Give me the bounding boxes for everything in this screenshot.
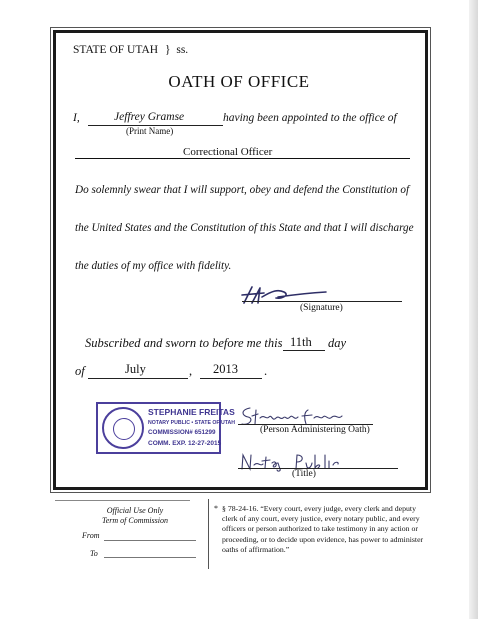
year-value: 2013 xyxy=(213,362,238,376)
day-word: day xyxy=(328,336,347,350)
to-field xyxy=(104,557,196,558)
statute-text: § 78-24-16. “Every court, every judge, every clerk and deputy clerk of any court, every justice, every notary public, and every officers or person authorized to take testimony in any action or proceeding, or to decide upon evidence, has power to administer oaths of affirmation.” xyxy=(222,504,424,554)
statute-marker: * xyxy=(214,504,218,513)
state-header xyxy=(73,44,188,56)
oath-line-2: the United States and the Constitution of this State and that I will discharge xyxy=(75,222,414,234)
state-label: STATE OF UTAH xyxy=(73,44,159,56)
from-label: From xyxy=(82,531,100,540)
period: . xyxy=(264,364,268,378)
office-value: Correctional Officer xyxy=(183,146,273,158)
signature-caption: (Signature) xyxy=(300,303,343,313)
of-label: of xyxy=(75,364,85,378)
ss-label: ss. xyxy=(176,44,189,56)
i-prefix: I, xyxy=(73,112,80,124)
year-line xyxy=(200,378,262,379)
notary-stamp xyxy=(96,402,236,454)
scan-edge xyxy=(469,0,478,619)
month-value: July xyxy=(125,362,146,376)
signature-line xyxy=(242,301,402,302)
official-heading-1: Official Use Only xyxy=(106,506,164,515)
title-caption: (Title) xyxy=(292,469,316,479)
print-name-value: Jeffrey Gramse xyxy=(114,111,185,123)
section-divider xyxy=(208,499,209,569)
comma: , xyxy=(189,364,193,378)
form-title: OATH OF OFFICE xyxy=(168,72,310,91)
print-name-caption: (Print Name) xyxy=(126,126,174,136)
official-rule xyxy=(55,500,190,501)
official-heading-2: Term of Commission xyxy=(102,516,168,525)
state-seal-icon xyxy=(102,407,144,449)
oath-line-1: Do solemnly swear that I will support, obey and defend the Constitution of xyxy=(75,184,410,196)
oath-line-3: the duties of my office with fidelity. xyxy=(75,260,232,272)
appointment-text: having been appointed to the office of xyxy=(223,112,397,124)
stamp-name: STEPHANIE FREITAS xyxy=(148,407,235,417)
title-line xyxy=(238,468,398,469)
from-field xyxy=(104,540,196,541)
to-label: To xyxy=(90,549,98,558)
office-line xyxy=(75,158,410,159)
day-value: 11th xyxy=(290,335,312,349)
month-line xyxy=(88,378,188,379)
stamp-commission: COMMISSION# 651299 xyxy=(148,429,216,436)
stamp-line1: NOTARY PUBLIC • STATE OF UTAH xyxy=(148,420,236,426)
stamp-expires: COMM. EXP. 12-27-2015 xyxy=(148,440,222,447)
day-line xyxy=(283,350,325,351)
brace: } xyxy=(164,44,171,56)
administrator-caption: (Person Administering Oath) xyxy=(260,425,370,435)
sworn-text: Subscribed and sworn to before me this xyxy=(85,336,283,350)
